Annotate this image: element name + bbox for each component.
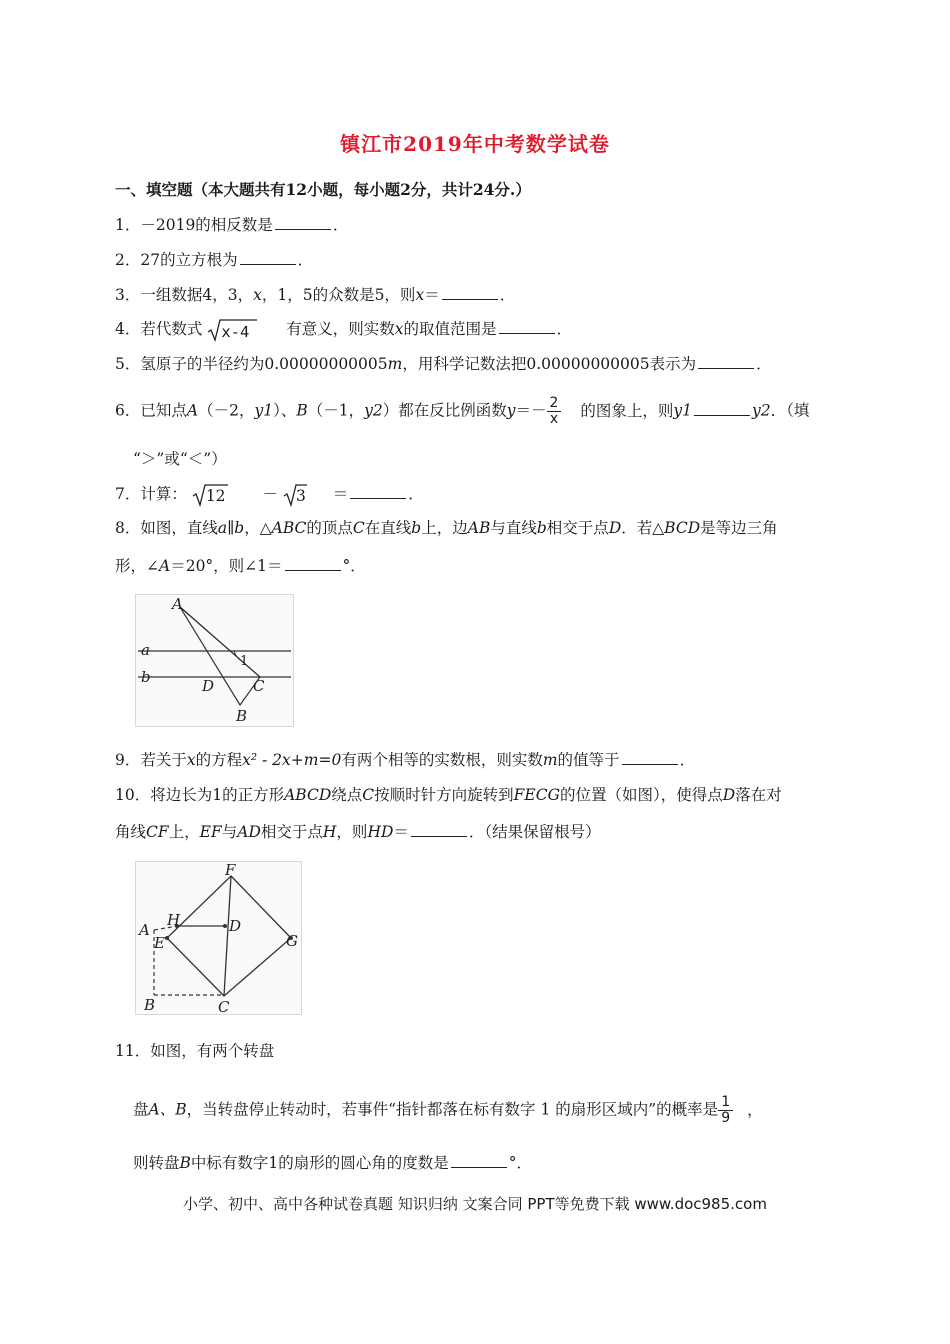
label-B: B (144, 996, 156, 1014)
label-C: C (218, 998, 230, 1014)
fraction: $\frac{2}{x}$ (547, 396, 562, 427)
label-1: 1 (240, 654, 249, 669)
figure-q8 (135, 594, 294, 727)
page-footer: 小学、初中、高中各种试卷真题 知识归纳 文案合同 PPT等免费下载 www.doc985.com (183, 1195, 767, 1213)
question-6-line2: “＞”或“＜”） (133, 450, 227, 468)
question-3: 3．一组数据4，3，x，1，5的众数是5，则x＝ ． (115, 286, 516, 304)
question-9: 9．若关于x的方程x² - 2x+m=0有两个相等的实数根，则实数m的值等于 ． (115, 751, 696, 769)
question-11-line3: 则转盘B中标有数字1的扇形的圆心角的度数是 °． (133, 1154, 533, 1172)
label-F: F (225, 862, 236, 879)
sqrt-expression: x-4 (207, 318, 249, 342)
question-10: 10．将边长为1的正方形ABCD绕点C按顺时针方向旋转到FECG的位置（如图），使得点D落在对 (115, 786, 782, 804)
answer-blank (499, 319, 555, 334)
question-7: 7．计算： 12 － 3 ＝ ． (115, 485, 424, 505)
answer-blank (240, 250, 296, 265)
page-title: 镇江市2019年中考数学试卷 (340, 132, 610, 156)
label-D: D (202, 677, 215, 695)
answer-blank (350, 484, 406, 499)
answer-blank (698, 354, 754, 369)
label-b: b (141, 668, 151, 686)
figure-q10 (135, 861, 302, 1015)
answer-blank (442, 285, 498, 300)
label-a: a (141, 641, 150, 659)
question-5: 5．氢原子的半径约为0.00000000005m，用科学记数法把0.00000000005表示为 ． (115, 355, 772, 373)
answer-blank (275, 215, 331, 230)
question-10-line2: 角线CF上，EF与AD相交于点H，则HD＝ ．（结果保留根号） (115, 823, 601, 841)
answer-blank (285, 556, 341, 571)
answer-blank (411, 822, 467, 837)
question-11: 11．如图，有两个转盘 (115, 1042, 275, 1060)
question-8-line2: 形，∠A＝20°，则∠1＝ °． (115, 557, 366, 575)
question-1: 1．－2019的相反数是 ． (115, 216, 349, 234)
label-B: B (236, 707, 248, 725)
label-E: E (154, 934, 165, 952)
label-A: A (139, 921, 150, 939)
section-heading: 一、填空题（本大题共有12小题，每小题2分，共计24分.） (115, 180, 531, 199)
question-8: 8．如图，直线a∥b，△ABC的顶点C在直线b上，边AB与直线b相交于点D．若△BCD是等边三角 (115, 519, 778, 537)
answer-blank (694, 401, 750, 416)
answer-blank (451, 1153, 507, 1168)
label-C: C (253, 677, 265, 695)
question-2: 2．27的立方根为 ． (115, 251, 314, 269)
answer-blank (622, 750, 678, 765)
question-11-line2: 盘A、B，当转盘停止转动时，若事件“指针都落在标有数字 1 的扇形区域内”的概率是 $\frac{1}{9}$ ， (133, 1094, 763, 1126)
label-H: H (167, 911, 181, 929)
question-6: 6．已知点A（－2，y1）、B（－1，y2）都在反比例函数y＝－ $\frac{2}{x}$ 的图象上，则y1 y2．（填 (115, 395, 810, 427)
label-D: D (229, 917, 242, 935)
label-A: A (172, 595, 183, 613)
fraction: $\frac{1}{9}$ (718, 1095, 733, 1126)
question-4: 4．若代数式 x-4 有意义，则实数x的取值范围是 ． (115, 320, 573, 341)
label-G: G (286, 932, 298, 950)
